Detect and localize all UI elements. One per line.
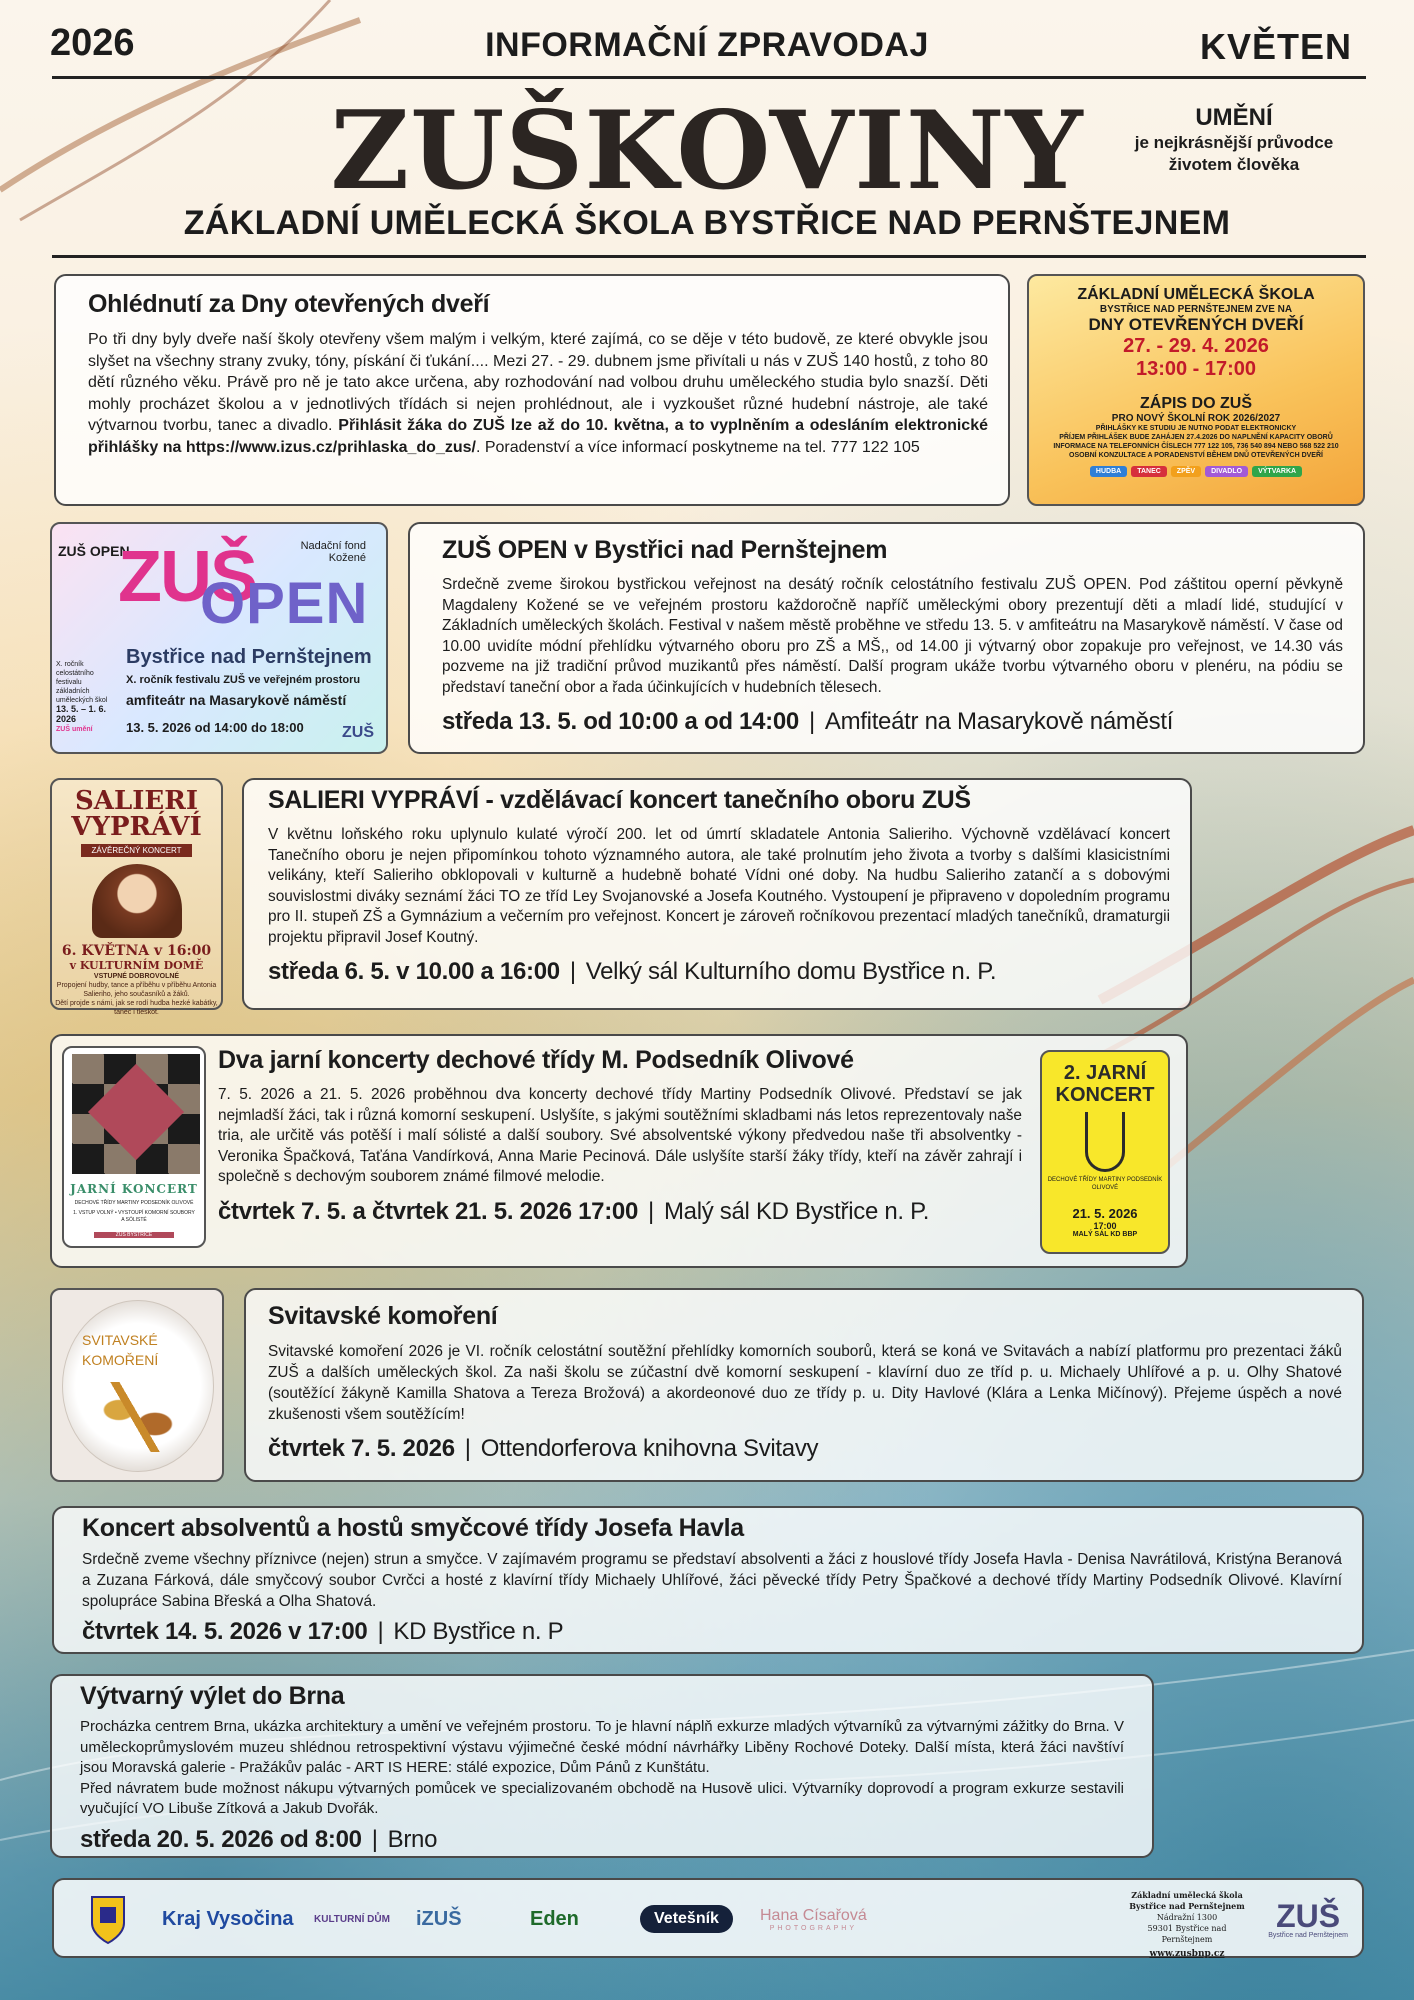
poster-subtitle: DECHOVÉ TŘÍDY MARTINY PODSEDNÍK OLIVOVÉ [1047,1177,1163,1191]
poster-logo: ZUŠ OPEN [58,543,130,559]
poster-tags [1039,466,1353,477]
article-salieri [242,778,1192,1010]
poster-band: ZÁVĚREČNÝ KONCERT [81,844,191,857]
poster-subheading: BYSTŘICE NAD PERNŠTEJNEM ZVE NA [1099,304,1293,315]
kulturni-dum-logo[interactable]: KULTURNÍ DŮM [314,1913,390,1925]
poster-enrol-year: PRO NOVÝ ŠKOLNÍ ROK 2026/2027 [1111,413,1281,424]
event-when: středa 13. 5. od 10:00 a od 14:00 | Amfiteátr na Masarykově náměstí [442,708,1174,735]
eden-logo[interactable]: Eden [530,1907,579,1930]
poster-spring-concert-2 [1040,1050,1170,1254]
article-title: SALIERI VYPRÁVÍ - vzdělávací koncert tanečního oboru ZUŠ [268,786,971,814]
poster-place: MALÝ SÁL KD BBP [1072,1231,1138,1238]
article-title: Svitavské komoření [268,1302,498,1330]
poster-title: VYPRÁVÍ [71,812,202,842]
article-text: Srdečně zveme všechny příznivce (nejen) strun a smyčce. V zajímavém programu se představí absolventi a žáci z houslové třídy Josefa Havla - Denisa Navrátilová, Kristýna Beranová a Zuzana Fárková, dále smyčcový soubor Cvrčci a hosté z klavírní třídy Michaely Uhlířové, žáci pěvecké třídy Petry Špačkové a dechové třídy Martiny Podsedník Olivové. Klavírní spolupráce Sabina Břeská a Olha Shatová. [82,1551,1342,1610]
masthead-title: ZUŠKOVINY [330,88,1084,214]
poster-open-days [1027,274,1365,506]
poster-subtitle: DECHOVÉ TŘÍDY MARTINY PODSEDNÍK OLIVOVÉ [74,1200,194,1206]
event-when: čtvrtek 14. 5. 2026 v 17:00 | KD Bystřice n. P [82,1618,564,1645]
poster-note: PŘÍJEM PŘIHLÁŠEK BUDE ZAHÁJEN 27.4.2026 DO NAPLNĚNÍ KAPACITY OBORŮ [1059,434,1333,441]
poster-place: v KULTURNÍM DOMĚ [69,959,204,972]
article-text: Svitavské komoření 2026 je VI. ročník celostátní soutěžní přehlídky komorních souborů, která se koná ve Svitavách a nabízí platformu pro prezentaci žáků ZUŠ a dalších uměleckých škol. Za naši školu se zúčastní dvě komorní seskupení - klavírní duo ze tříd p. u. Michaely Uhlířové a p. u. Olhy Shatové (soutěžící žákyně Kamilla Shatova a Tereza Brožová) a akordeonové duo ze třídy p. u. Dity Havlové (Klára a Lenka Mičínový). Přejeme úspěch a nové zkušenosti všem soutěžícím! [268,1343,1342,1423]
poster-list: 1. VSTUP VOLNÝ • VYSTOUPÍ KOMORNÍ SOUBORY A SÓLISTÉ [73,1210,195,1223]
motto [1124,104,1344,176]
article-title: Výtvarný výlet do Brna [80,1682,345,1710]
poster-title: JARNÍ KONCERT [70,1182,198,1196]
poster-line: amfiteátr na Masarykově náměstí [126,692,347,708]
poster-time: 13:00 - 17:00 [1135,358,1257,380]
newsletter-label: INFORMAČNÍ ZPRAVODAJ [485,26,929,64]
hana-cisarova-logo[interactable]: Hana Císařová PHOTOGRAPHY [760,1906,867,1932]
poster-note: PŘIHLÁŠKY KE STUDIU JE NUTNO PODAT ELEKTRONICKY [1095,425,1297,432]
poster-note: INFORMACE NA TELEFONNÍCH ČÍSLECH 777 122 105, 736 540 894 NEBO 568 522 210 [1053,443,1339,450]
poster-bar: ZUŠ BYSTŘICE [94,1232,174,1238]
town-crest-logo[interactable] [90,1880,126,1958]
poster-town: Bystřice nad Pernštejnem [126,646,372,668]
poster-title: SALIERI [75,786,198,816]
poster-line: 13. 5. 2026 od 14:00 do 18:00 [126,720,304,735]
poster-heading: ZÁKLADNÍ UMĚLECKÁ ŠKOLA [1077,286,1315,303]
event-when: středa 20. 5. 2026 od 8:00 | Brno [80,1825,438,1853]
event-when: čtvrtek 7. 5. 2026 | Ottendorferova knihovna Svitavy [268,1435,819,1462]
poster-date: 27. - 29. 4. 2026 [1123,335,1269,357]
article-title: Ohlédnutí za Dny otevřených dveří [88,290,490,318]
poster-svitavy [50,1288,224,1482]
article-text: Po tři dny byly dveře naší školy otevřeny všem malým i velkým, které zajímá, co se děje v této budově, ze které obvykle jsou slyšet na všechny strany zvuky, tóny, pískání či ťukání.... Mezi 27. - 29. dubnem jsme přivítali u nás v ZUŠ 140 hostů, z toho 80 dětí různého věku. Právě pro ně je tato akce určena, aby rozhodování nad volbou druhu uměleckého studia bylo snazší. Děti mohly procházet školou a v jednotlivých třídách si nejen prohlédnout, ale i vyzkoušet různé hudební nástroje, ale také výtvarnou tvorbu, tanec a divadlo. Přihlásit žáka do ZUŠ lze až do 10. května, a to vyplněním a odesláním elektronické přihlášky na https://www.izus.cz/prihlaska_do_zus/. Poradenství a více informací poskytneme na tel. 777 122 105 [88,331,989,456]
poster-line: X. ročník festivalu ZUŠ ve veřejném prostoru [126,674,361,686]
instruments-illustration [92,1382,182,1452]
poster-title: KONCERT [1055,1084,1155,1106]
article-text: Srdečně zveme širokou bystřickou veřejnost na desátý ročník celostátního festivalu ZUŠ OPEN. Pod záštitou operní pěvkyně Magdaleny Kožené se ve veřejném prostoru každoročně napříč uměleckými obory prezentují děti a mladí lidé, studující v Základních uměleckých školách. Festival v našem městě proběhne ve středu 13. 5. v amfiteátru na Masarykově náměstí. V čase od 10.00 uvidíte módní přehlídku výtvarného oboru pro ZŠ a MŠ,, od 14.00 ji výtvarný obor zopakuje pro veřejnost, ve 14.30 vás pozveme na již tradiční průvod muzikantů přes náměstí. Další program ukáže tvorbu výtvarného oboru v plenéru, na pódiu se představí taneční obor a řada účinkujících v hudebních tělesech. [442,576,1343,696]
poster-time: 17:00 [1093,1221,1117,1231]
poster-spring-concert-1 [62,1046,206,1248]
kraj-vysocina-logo[interactable]: Kraj Vysočina [162,1907,294,1930]
motto-text: je nejkrásnější průvodce životem člověka [1134,133,1334,174]
zus-school-logo[interactable]: ZUŠ Bystřice nad Pernštejnem [1268,1897,1348,1939]
poster-date: 6. KVĚTNA v 16:00 [61,943,212,959]
poster-open-word: OPEN [200,571,369,636]
poster-zus-open [50,522,388,754]
poster-tag: ZPĚV [1171,466,1201,477]
header-rule-top [52,76,1366,79]
poster-side-text: X. ročník celostátního festivalu základních uměleckých škol 13. 5. – 1. 6. 2026 ZUŠ umění [56,661,108,733]
header-rule-bottom [52,255,1366,258]
article-zus-open [408,522,1365,754]
poster-date: 21. 5. 2026 [1072,1206,1138,1221]
article-brno [50,1674,1154,1858]
article-svitavy [244,1288,1364,1482]
article-wind-concerts [50,1034,1188,1268]
article-title: Dva jarní koncerty dechové třídy M. Podsedník Olivové [218,1046,854,1074]
poster-tag: HUDBA [1090,466,1127,477]
poster-note: Propojení hudby, tance a příběhu v příběhu Antonia Salieriho, jeho současníků a žáků. [56,982,217,998]
poster-tag: DIVADLO [1205,466,1248,477]
saxophone-illustration [1085,1112,1125,1172]
poster-entry: VSTUPNÉ DOBROVOLNÉ [93,973,180,980]
portrait-illustration [92,864,182,938]
poster-fund: Nadační fond Kožené [300,540,366,564]
article-strings [52,1506,1364,1654]
poster-tag: VÝTVARKA [1252,466,1302,477]
poster-event: DNY OTEVŘENÝCH DVEŘÍ [1088,315,1304,334]
badge-text: KOMOŘENÍ [82,1352,159,1368]
issue-year: 2026 [50,22,135,64]
poster-title: 2. JARNÍ [1063,1062,1147,1084]
vetesnik-logo[interactable]: Vetešník [640,1880,733,1958]
footer-partners [52,1878,1364,1958]
article-text: 7. 5. 2026 a 21. 5. 2026 proběhnou dva koncerty dechové třídy Martiny Podsedník Olivové. Představí se jak nejmladší žáci, tak i různá komorní seskupení. Uslyšíte, s jakými soutěžními skladbami nás letos reprezentovaly naše tria, ale určitě vás potěší i malí sólisté a další soubory. Své absolventské výkony předvedou naše tři absolventky - Veronika Špačková, Taťána Vandírková, Anna Marie Pecinová. Dále uslyšíte starší žáky třídy, kteří na závěr zahrají i společně s dechovým souborem známé filmové melodie. [218,1086,1022,1185]
school-website-link[interactable]: www.zusbnp.cz [1149,1949,1225,1959]
poster-note: Dětí projde s námi, jak se rodí hudba hezké kabátky, tanec i tleskot. [55,1000,218,1016]
poster-enrol: ZÁPIS DO ZUŠ [1139,395,1252,412]
poster-corner-logo: ZUŠ [342,724,374,741]
article-text: V květnu loňského roku uplynulo kulaté výročí 200. let od úmrtí skladatele Antonia Salieriho. Výchovně vzdělávací koncert Tanečního oboru je nejen připomínkou tohoto významného autora, ale také prolnutím jeho života a tvorby s dalšími klasicistními velikány, kteří Salieriho obklopovali v kulturně a hudebně bohaté Vídni oné doby. Na hudbu Salieriho zatančí a s dobovými souvislostmi diváky seznámí žáci TO ze tříd Ley Svojanovské a Josefa Koutného. Vystoupení je připraveno v dopoledním programu pro II. stupeň ZŠ a Gymnázium a večerním pro veřejnost. Koncert je zároveň ročníkovou prezentací mladých tanečníků, dramaturgii projektu připravil Josef Koutný. [268,826,1170,946]
poster-note: OSOBNÍ KONZULTACE A PORADENSTVÍ BĚHEM DNŮ OTEVŘENÝCH DVEŘÍ [1069,452,1323,459]
article-title: Koncert absolventů a hostů smyčcové třídy Josefa Havla [82,1514,744,1542]
article-title: ZUŠ OPEN v Bystřici nad Pernštejnem [442,536,888,564]
school-address: Základní umělecká škola Bystřice nad Pernštejnem Nádražní 1300 59301 Bystřice nad Pernštejnem www.zusbnp.cz [1122,1890,1252,1960]
poster-tag: TANEC [1131,466,1167,477]
school-name: ZÁKLADNÍ UMĚLECKÁ ŠKOLA BYSTŘICE NAD PERNŠTEJNEM [183,204,1231,242]
issue-month: KVĚTEN [1199,26,1352,67]
article-text: Před návratem bude možnost nákupu výtvarných pomůcek ve specializovaném obchodě na Husově ulici. Výtvarníky doprovodí a program exkurze sestavili vyučující VO Libuše Zítková a Jakub Dvořák. [80,1779,1124,1817]
event-when: čtvrtek 7. 5. a čtvrtek 21. 5. 2026 17:00 | Malý sál KD Bystřice n. P. [218,1197,930,1225]
event-when: středa 6. 5. v 10.00 a 16:00 | Velký sál Kulturního domu Bystřice n. P. [268,958,997,985]
poster-salieri [50,778,223,1016]
izus-logo[interactable]: iZUŠ [416,1907,462,1930]
poster-zus-word: ZUŠ [118,537,256,617]
article-text: Procházka centrem Brna, ukázka architektury a umění ve veřejném prostoru. To je hlavní náplň exkurze mladých výtvarníků za výtvarnými zážitky do Brna. V uměleckoprůmyslovém muzeu shlédnou retrospektivní výstavu výjimečné české módní návrhářky Liběny Rochové Doteky. Další místa, která žáci navštíví jsou Moravská galerie - Pražákův palác - ART IS HERE: stálé expozice, Dům Pánů z Kunštátu. [80,1718,1124,1776]
badge-text: SVITAVSKÉ [82,1332,158,1348]
article-open-days [54,274,1010,506]
motto-head: UMĚNÍ [1195,104,1273,131]
